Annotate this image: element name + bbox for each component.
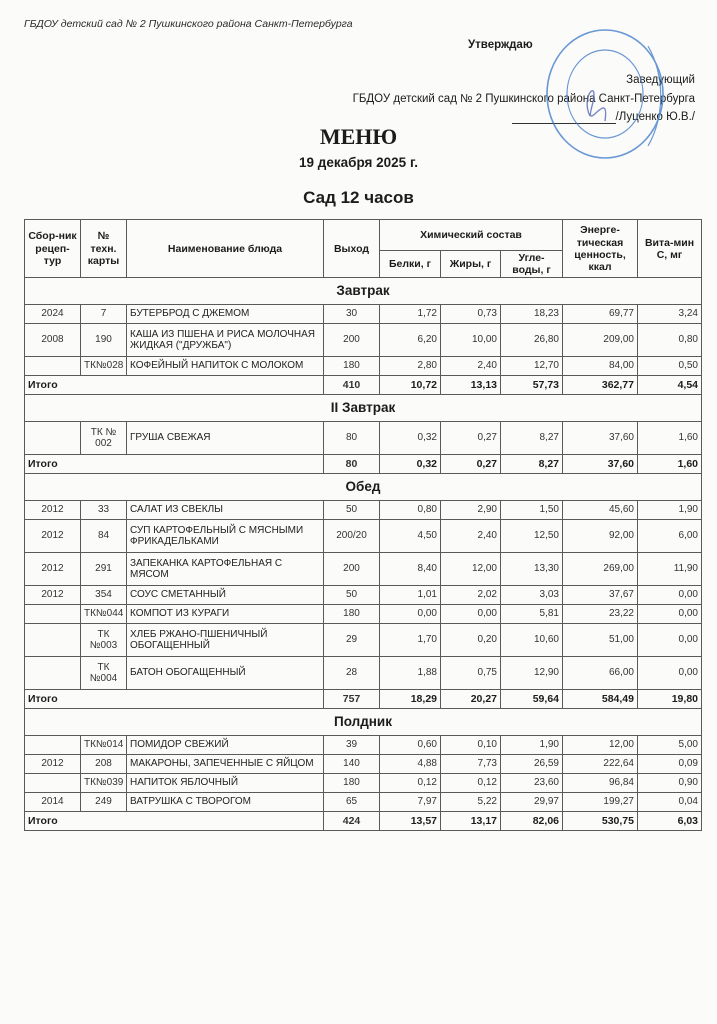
dish-name-cell: ГРУША СВЕЖАЯ [127,422,324,455]
energy-cell: 92,00 [563,520,638,553]
yield-cell: 200 [324,324,380,357]
total-row [25,690,702,709]
total-energy: 530,75 [563,812,638,831]
collection-cell [25,657,81,690]
dish-name-cell: КОМПОТ ИЗ КУРАГИ [127,605,324,624]
total-row [25,376,702,395]
fats-cell: 7,73 [441,755,501,774]
collection-cell: 2012 [25,553,81,586]
yield-cell: 50 [324,501,380,520]
energy-cell: 269,00 [563,553,638,586]
yield-cell: 200 [324,553,380,586]
carbs-cell: 5,81 [501,605,563,624]
vitamin-c-cell: 0,80 [638,324,702,357]
dish-name-cell: САЛАТ ИЗ СВЕКЛЫ [127,501,324,520]
energy-cell: 69,77 [563,305,638,324]
tech-card-cell: 33 [81,501,127,520]
yield-cell: 140 [324,755,380,774]
section-title: Полдник [25,709,702,736]
tech-card-cell: 7 [81,305,127,324]
yield-cell: 50 [324,586,380,605]
table-row [25,605,702,624]
energy-cell: 37,67 [563,586,638,605]
header-chemical: Химический состав [380,220,563,251]
total-yield: 80 [324,455,380,474]
carbs-cell: 26,59 [501,755,563,774]
collection-cell [25,357,81,376]
fats-cell: 2,90 [441,501,501,520]
total-fats: 13,17 [441,812,501,831]
fats-cell: 0,00 [441,605,501,624]
vitamin-c-cell: 11,90 [638,553,702,586]
menu-subtitle: Сад 12 часов [303,188,414,207]
carbs-cell: 12,70 [501,357,563,376]
tech-card-cell: 208 [81,755,127,774]
section-header-row [25,709,702,736]
menu-date: 19 декабря 2025 г. [299,155,418,170]
yield-cell: 30 [324,305,380,324]
header-tech-card: № техн. карты [81,220,127,278]
tech-card-cell: ТК №004 [81,657,127,690]
energy-cell: 209,00 [563,324,638,357]
tech-card-cell: ТК№028 [81,357,127,376]
carbs-cell: 29,97 [501,793,563,812]
total-carbs: 57,73 [501,376,563,395]
section-header-row [25,278,702,305]
proteins-cell: 1,72 [380,305,441,324]
energy-cell: 23,22 [563,605,638,624]
dish-name-cell: МАКАРОНЫ, ЗАПЕЧЕННЫЕ С ЯЙЦОМ [127,755,324,774]
total-row [25,812,702,831]
vitamin-c-cell: 1,60 [638,422,702,455]
collection-cell: 2008 [25,324,81,357]
yield-cell: 200/20 [324,520,380,553]
fats-cell: 5,22 [441,793,501,812]
total-proteins: 13,57 [380,812,441,831]
yield-cell: 180 [324,605,380,624]
total-yield: 424 [324,812,380,831]
tech-card-cell: ТК№014 [81,736,127,755]
proteins-cell: 4,88 [380,755,441,774]
table-row [25,736,702,755]
yield-cell: 180 [324,357,380,376]
signature-name: /Луценко Ю.В./ [615,111,695,123]
vitamin-c-cell: 5,00 [638,736,702,755]
collection-cell [25,624,81,657]
total-fats: 20,27 [441,690,501,709]
total-label: Итого [25,690,324,709]
carbs-cell: 3,03 [501,586,563,605]
proteins-cell: 1,88 [380,657,441,690]
yield-cell: 80 [324,422,380,455]
table-row [25,501,702,520]
yield-cell: 180 [324,774,380,793]
table-row [25,774,702,793]
dish-name-cell: БАТОН ОБОГАЩЕННЫЙ [127,657,324,690]
dish-name-cell: БУТЕРБРОД С ДЖЕМОМ [127,305,324,324]
carbs-cell: 26,80 [501,324,563,357]
director-title: Заведующий [626,74,695,86]
section-title: II Завтрак [25,395,702,422]
dish-name-cell: НАПИТОК ЯБЛОЧНЫЙ [127,774,324,793]
total-proteins: 10,72 [380,376,441,395]
carbs-cell: 8,27 [501,422,563,455]
yield-cell: 39 [324,736,380,755]
dish-name-cell: СОУС СМЕТАННЫЙ [127,586,324,605]
fats-cell: 0,27 [441,422,501,455]
vitamin-c-cell: 3,24 [638,305,702,324]
proteins-cell: 0,12 [380,774,441,793]
fats-cell: 2,40 [441,357,501,376]
total-carbs: 82,06 [501,812,563,831]
menu-table [24,219,702,831]
table-row [25,755,702,774]
fats-cell: 2,40 [441,520,501,553]
tech-card-cell: ТК № 002 [81,422,127,455]
collection-cell [25,774,81,793]
vitamin-c-cell: 0,00 [638,605,702,624]
section-header-row [25,395,702,422]
yield-cell: 28 [324,657,380,690]
fats-cell: 10,00 [441,324,501,357]
total-label: Итого [25,812,324,831]
dish-name-cell: ПОМИДОР СВЕЖИЙ [127,736,324,755]
table-row [25,324,702,357]
fats-cell: 12,00 [441,553,501,586]
table-row [25,624,702,657]
collection-cell: 2012 [25,520,81,553]
carbs-cell: 1,50 [501,501,563,520]
carbs-cell: 1,90 [501,736,563,755]
tech-card-cell: 249 [81,793,127,812]
vitamin-c-cell: 0,50 [638,357,702,376]
proteins-cell: 8,40 [380,553,441,586]
page-title: МЕНЮ [319,124,398,149]
header-energy: Энерге-тическая ценность, ккал [563,220,638,278]
proteins-cell: 6,20 [380,324,441,357]
fats-cell: 0,73 [441,305,501,324]
total-energy: 37,60 [563,455,638,474]
total-vitamin-c: 4,54 [638,376,702,395]
section-title: Завтрак [25,278,702,305]
table-row [25,520,702,553]
proteins-cell: 7,97 [380,793,441,812]
table-row [25,357,702,376]
total-carbs: 59,64 [501,690,563,709]
collection-cell: 2024 [25,305,81,324]
carbs-cell: 13,30 [501,553,563,586]
proteins-cell: 0,32 [380,422,441,455]
dish-name-cell: КАША ИЗ ПШЕНА И РИСА МОЛОЧНАЯ ЖИДКАЯ ("ДРУЖБА") [127,324,324,357]
vitamin-c-cell: 0,00 [638,624,702,657]
fats-cell: 0,20 [441,624,501,657]
total-proteins: 0,32 [380,455,441,474]
total-label: Итого [25,455,324,474]
energy-cell: 222,64 [563,755,638,774]
dish-name-cell: ХЛЕБ РЖАНО-ПШЕНИЧНЫЙ ОБОГАЩЕННЫЙ [127,624,324,657]
table-row [25,793,702,812]
table-row [25,305,702,324]
total-label: Итого [25,376,324,395]
energy-cell: 51,00 [563,624,638,657]
proteins-cell: 2,80 [380,357,441,376]
carbs-cell: 12,50 [501,520,563,553]
header-collection: Сбор-ник рецеп-тур [25,220,81,278]
dish-name-cell: СУП КАРТОФЕЛЬНЫЙ С МЯСНЫМИ ФРИКАДЕЛЬКАМИ [127,520,324,553]
signature-line [512,111,616,124]
vitamin-c-cell: 0,90 [638,774,702,793]
section-header-row [25,474,702,501]
header-dish-name: Наименование блюда [127,220,324,278]
carbs-cell: 23,60 [501,774,563,793]
total-row [25,455,702,474]
carbs-cell: 10,60 [501,624,563,657]
total-fats: 0,27 [441,455,501,474]
energy-cell: 199,27 [563,793,638,812]
energy-cell: 66,00 [563,657,638,690]
total-yield: 410 [324,376,380,395]
yield-cell: 65 [324,793,380,812]
proteins-cell: 0,00 [380,605,441,624]
approve-label: Утверждаю [468,39,533,51]
yield-cell: 29 [324,624,380,657]
vitamin-c-cell: 0,09 [638,755,702,774]
tech-card-cell: ТК№039 [81,774,127,793]
organization-header: ГБДОУ детский сад № 2 Пушкинского района Санкт-Петербурга [24,18,353,30]
tech-card-cell: 354 [81,586,127,605]
tech-card-cell: ТК№044 [81,605,127,624]
collection-cell [25,422,81,455]
proteins-cell: 0,60 [380,736,441,755]
vitamin-c-cell: 0,00 [638,586,702,605]
total-vitamin-c: 19,80 [638,690,702,709]
table-row [25,586,702,605]
section-title: Обед [25,474,702,501]
vitamin-c-cell: 0,00 [638,657,702,690]
collection-cell [25,605,81,624]
vitamin-c-cell: 1,90 [638,501,702,520]
energy-cell: 12,00 [563,736,638,755]
fats-cell: 0,10 [441,736,501,755]
collection-cell: 2014 [25,793,81,812]
energy-cell: 37,60 [563,422,638,455]
carbs-cell: 12,90 [501,657,563,690]
proteins-cell: 1,70 [380,624,441,657]
energy-cell: 96,84 [563,774,638,793]
collection-cell [25,736,81,755]
tech-card-cell: 291 [81,553,127,586]
vitamin-c-cell: 6,00 [638,520,702,553]
header-fats: Жиры, г [441,251,501,278]
fats-cell: 0,75 [441,657,501,690]
total-proteins: 18,29 [380,690,441,709]
total-fats: 13,13 [441,376,501,395]
energy-cell: 84,00 [563,357,638,376]
header-carbs: Угле-воды, г [501,251,563,278]
proteins-cell: 1,01 [380,586,441,605]
carbs-cell: 18,23 [501,305,563,324]
energy-cell: 45,60 [563,501,638,520]
tech-card-cell: ТК №003 [81,624,127,657]
total-vitamin-c: 6,03 [638,812,702,831]
total-energy: 362,77 [563,376,638,395]
collection-cell: 2012 [25,501,81,520]
total-energy: 584,49 [563,690,638,709]
collection-cell: 2012 [25,586,81,605]
dish-name-cell: ЗАПЕКАНКА КАРТОФЕЛЬНАЯ С МЯСОМ [127,553,324,586]
header-vitamin-c: Вита-мин С, мг [638,220,702,278]
collection-cell: 2012 [25,755,81,774]
tech-card-cell: 190 [81,324,127,357]
tech-card-cell: 84 [81,520,127,553]
fats-cell: 2,02 [441,586,501,605]
total-carbs: 8,27 [501,455,563,474]
table-row [25,553,702,586]
proteins-cell: 4,50 [380,520,441,553]
total-vitamin-c: 1,60 [638,455,702,474]
table-row [25,422,702,455]
total-yield: 757 [324,690,380,709]
proteins-cell: 0,80 [380,501,441,520]
fats-cell: 0,12 [441,774,501,793]
organization-line: ГБДОУ детский сад № 2 Пушкинского района Санкт-Петербурга [352,93,695,105]
table-row [25,657,702,690]
dish-name-cell: КОФЕЙНЫЙ НАПИТОК С МОЛОКОМ [127,357,324,376]
vitamin-c-cell: 0,04 [638,793,702,812]
header-yield: Выход [324,220,380,278]
header-proteins: Белки, г [380,251,441,278]
dish-name-cell: ВАТРУШКА С ТВОРОГОМ [127,793,324,812]
